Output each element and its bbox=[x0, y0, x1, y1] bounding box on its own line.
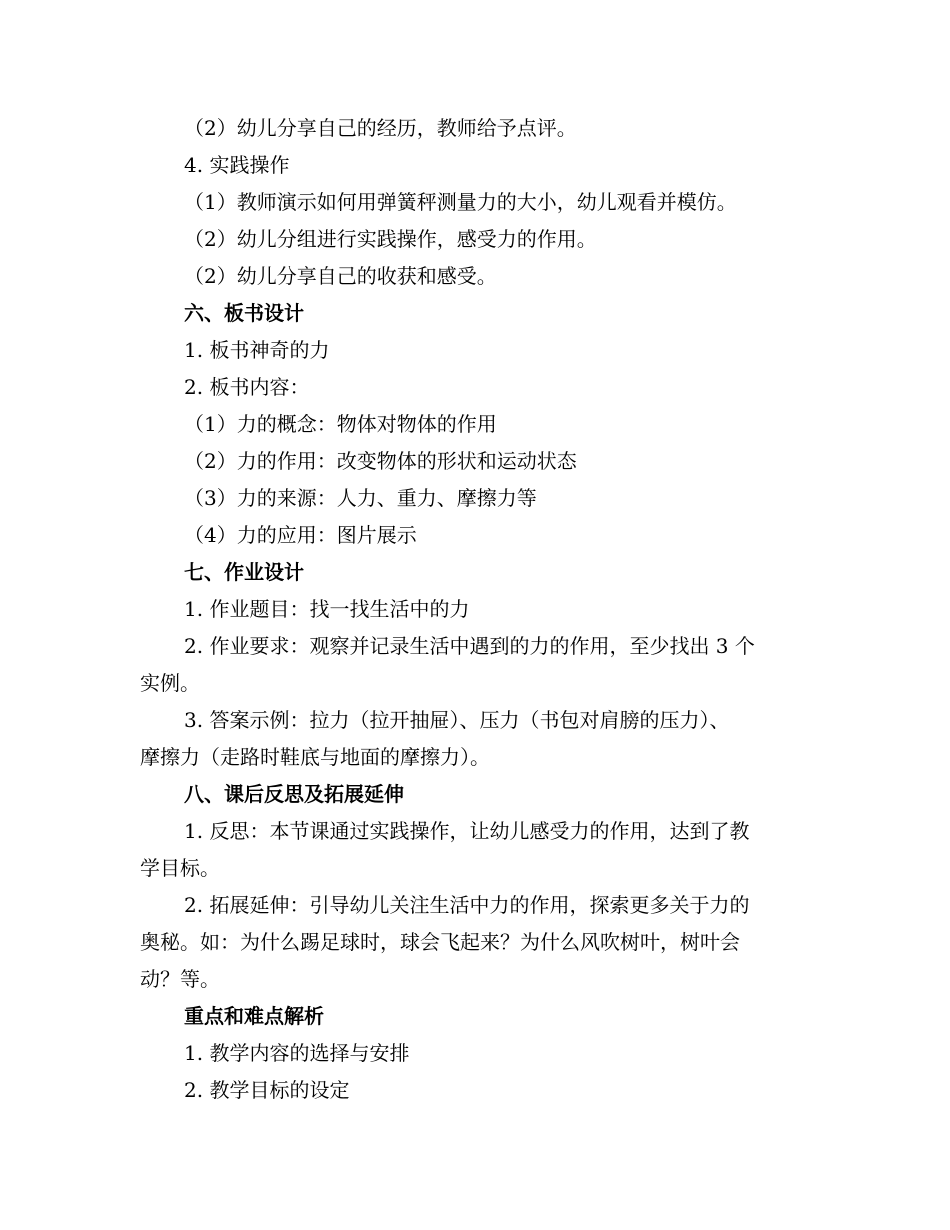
list-item: 2. 板书内容： bbox=[184, 375, 310, 399]
text-line: （2）幼儿分组进行实践操作，感受力的作用。 bbox=[184, 227, 597, 251]
section-heading: 七、作业设计 bbox=[184, 560, 304, 584]
text-line: （4）力的应用：图片展示 bbox=[184, 523, 417, 547]
list-item: 1. 板书神奇的力 bbox=[184, 338, 330, 362]
list-item: 1. 教学内容的选择与安排 bbox=[184, 1041, 410, 1065]
list-item: 2. 教学目标的设定 bbox=[184, 1078, 350, 1102]
list-item: 3. 答案示例：拉力（拉开抽屉）、压力（书包对肩膀的压力）、 bbox=[184, 708, 730, 732]
text-line: （1）力的概念：物体对物体的作用 bbox=[184, 412, 497, 436]
text-line: 实例。 bbox=[140, 671, 200, 695]
list-item: 2. 作业要求：观察并记录生活中遇到的力的作用，至少找出 3 个 bbox=[184, 634, 755, 658]
text-line: （3）力的来源：人力、重力、摩擦力等 bbox=[184, 486, 537, 510]
list-item: 2. 拓展延伸：引导幼儿关注生活中力的作用，探索更多关于力的 bbox=[184, 893, 750, 917]
text-line: （2）力的作用：改变物体的形状和运动状态 bbox=[184, 449, 577, 473]
text-line: 摩擦力（走路时鞋底与地面的摩擦力）。 bbox=[140, 745, 490, 769]
text-line: 学目标。 bbox=[140, 856, 220, 880]
text-line: （2）幼儿分享自己的收获和感受。 bbox=[184, 264, 497, 288]
section-heading: 六、板书设计 bbox=[184, 301, 304, 325]
text-line: （1）教师演示如何用弹簧秤测量力的大小，幼儿观看并模仿。 bbox=[184, 190, 737, 214]
text-line: （2）幼儿分享自己的经历，教师给予点评。 bbox=[184, 116, 577, 140]
text-line: 动？等。 bbox=[140, 967, 220, 991]
list-item: 4. 实践操作 bbox=[184, 153, 290, 177]
list-item: 1. 反思：本节课通过实践操作，让幼儿感受力的作用，达到了教 bbox=[184, 819, 750, 843]
text-line: 奥秘。如：为什么踢足球时，球会飞起来？为什么风吹树叶，树叶会 bbox=[140, 930, 740, 954]
list-item: 1. 作业题目：找一找生活中的力 bbox=[184, 597, 470, 621]
section-heading: 重点和难点解析 bbox=[184, 1004, 324, 1028]
section-heading: 八、课后反思及拓展延伸 bbox=[184, 782, 404, 806]
